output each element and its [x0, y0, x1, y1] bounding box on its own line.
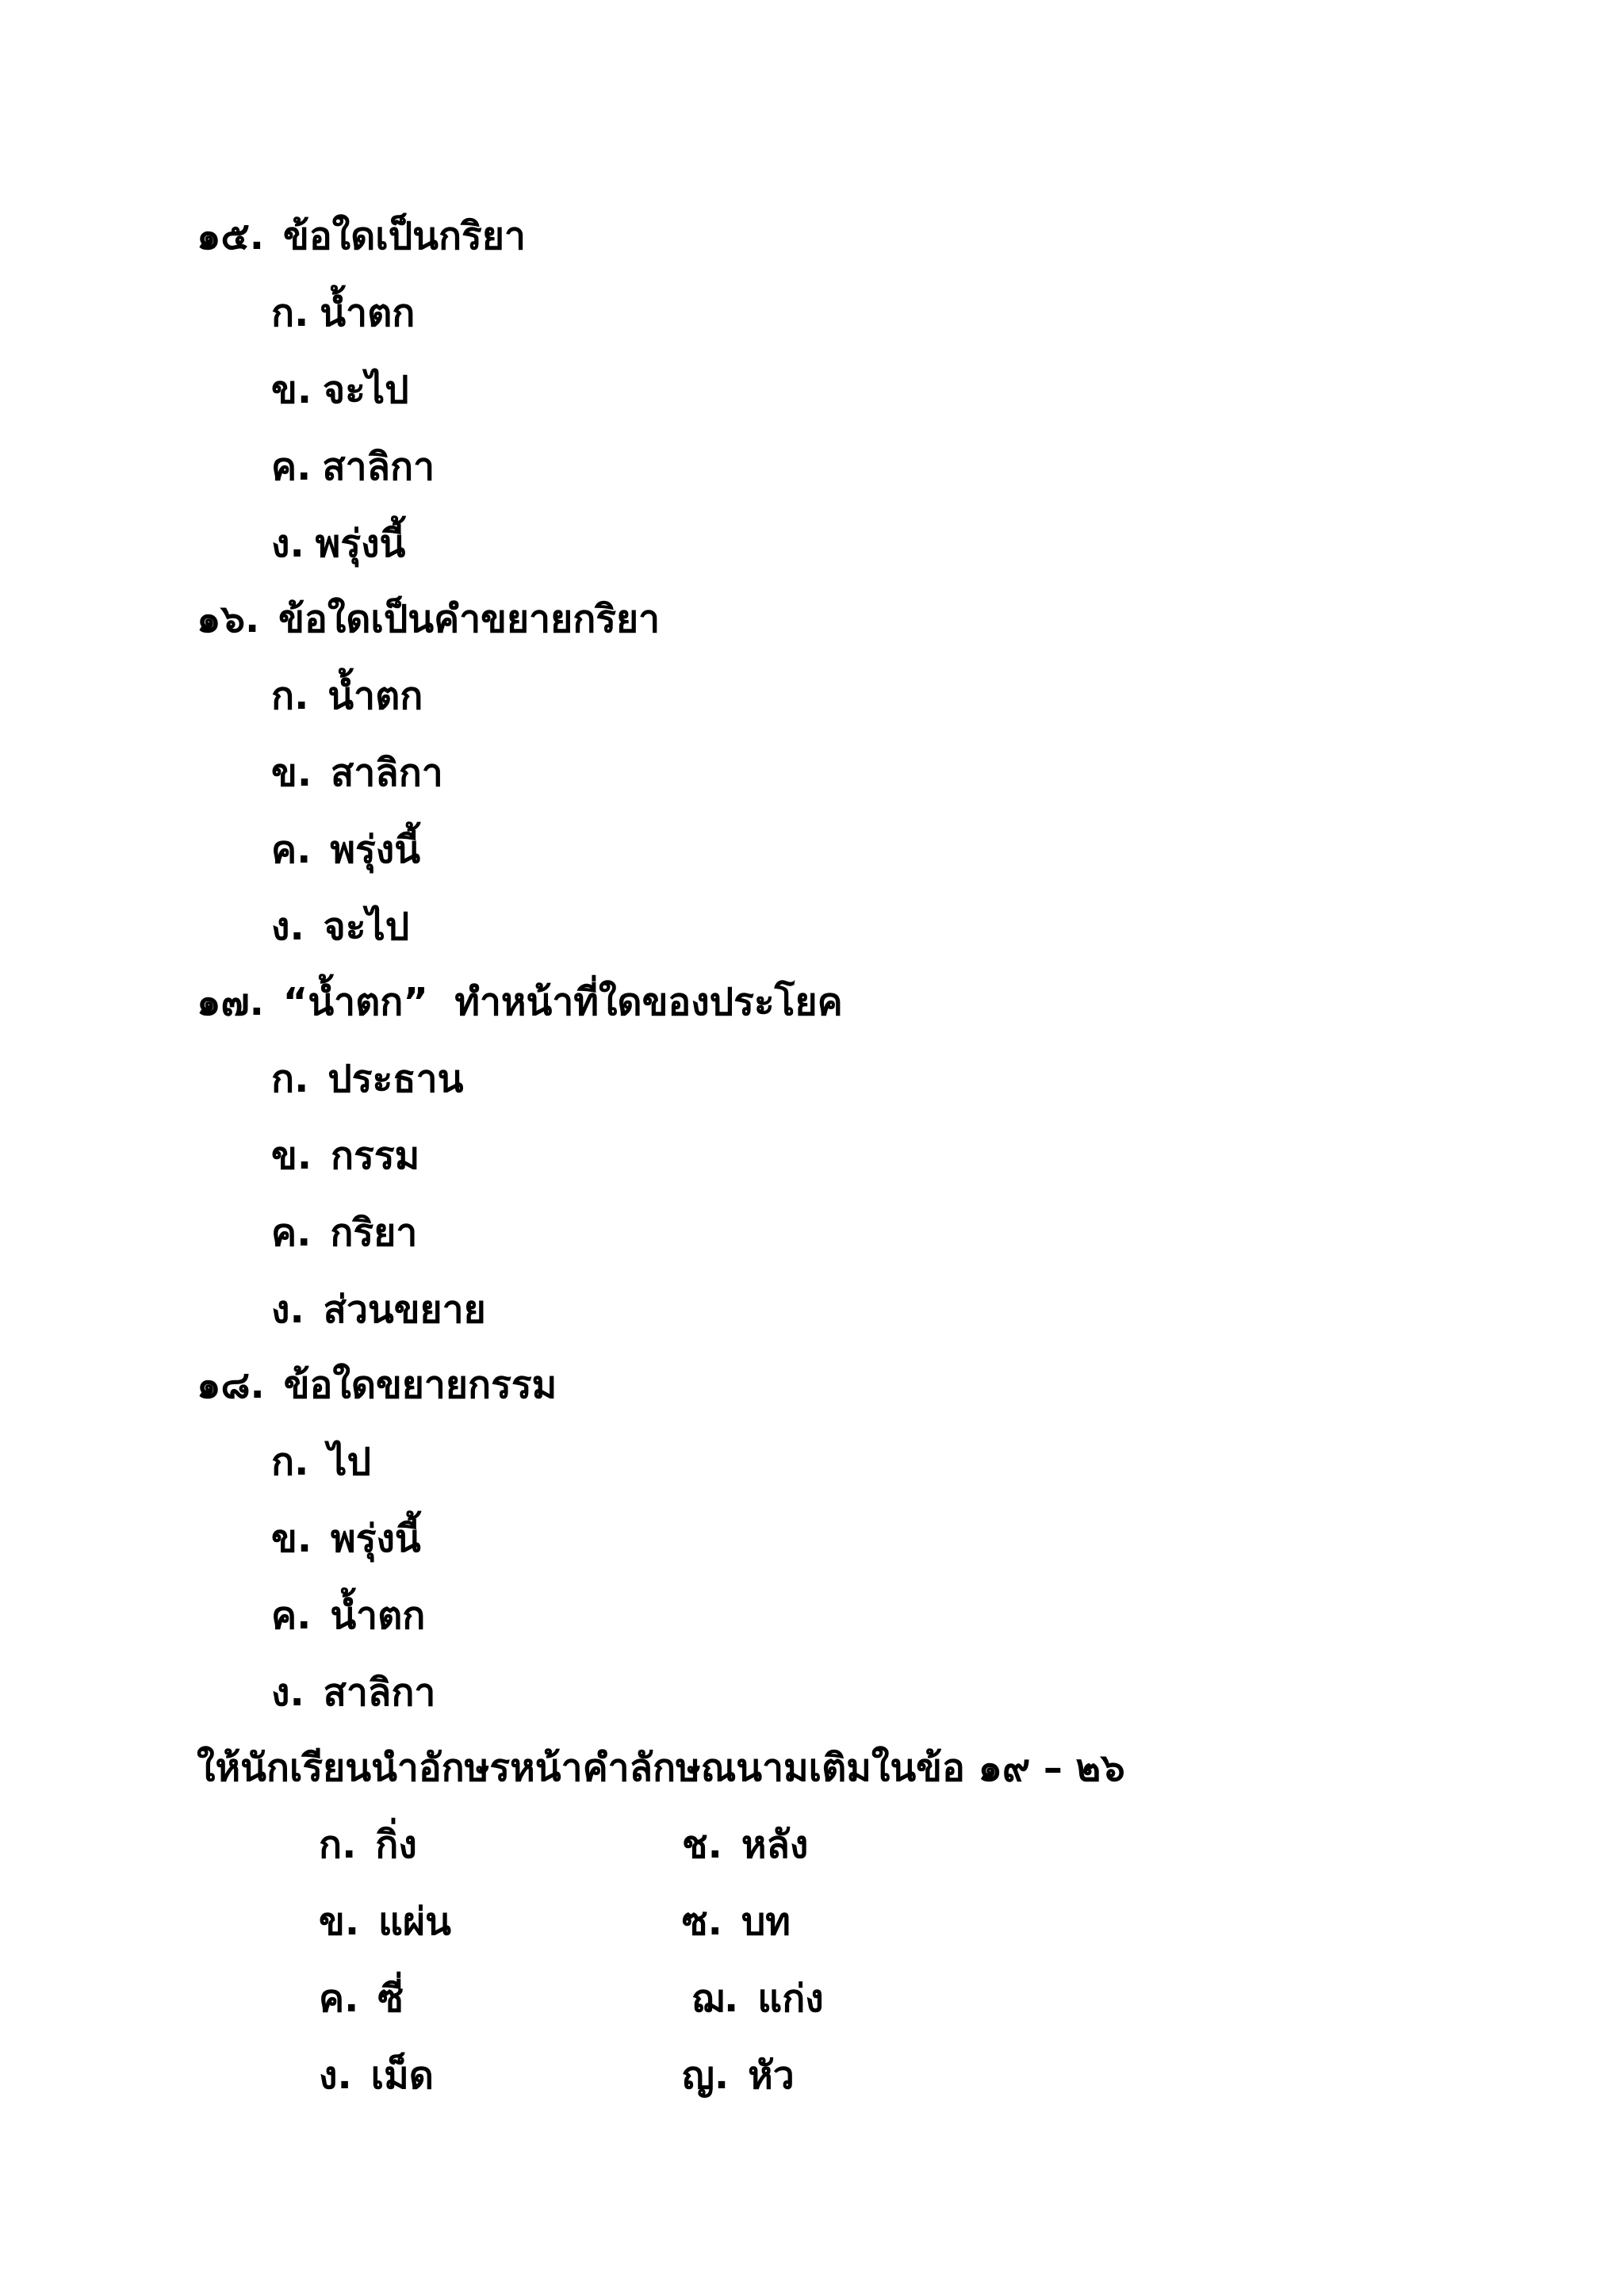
word-bank-item: [682, 2038, 795, 2114]
option-18-a: [271, 1424, 371, 1500]
option-letter: ก.: [271, 674, 309, 718]
question-15: [197, 198, 526, 274]
option-letter: ข.: [271, 751, 312, 795]
option-letter: ก.: [271, 1440, 309, 1484]
question-16: [197, 581, 660, 657]
option-letter: ค.: [271, 1211, 312, 1255]
question-text: ข้อใดเป็นกริยา: [283, 214, 526, 258]
word-bank-item: [691, 1961, 824, 2037]
option-text: จะไป: [323, 368, 409, 412]
option-letter: ก.: [271, 1057, 309, 1101]
question-text: “น้ำตก” ทำหน้าที่ใดของประโยค: [282, 980, 843, 1024]
option-letter: ค.: [271, 445, 312, 489]
option-17-a: [271, 1041, 463, 1117]
word-letter: ฌ.: [691, 1976, 739, 2021]
word-text: แก่ง: [757, 1976, 824, 2021]
option-letter: ข.: [271, 368, 312, 412]
option-15-b: [271, 352, 409, 428]
option-16-c: [271, 812, 420, 888]
word-bank-item: [682, 1884, 791, 1960]
word-text: หลัง: [741, 1823, 809, 1867]
option-text: พรุ่งนี้: [330, 828, 421, 872]
option-16-b: [271, 735, 443, 811]
option-17-b: [271, 1118, 419, 1194]
option-18-d: [271, 1655, 435, 1731]
option-15-a: [271, 275, 415, 351]
option-15-d: [271, 506, 405, 582]
option-letter: ก.: [271, 291, 309, 335]
word-letter: ข.: [319, 1900, 360, 1944]
option-text: กรรม: [331, 1134, 420, 1178]
option-text: จะไป: [323, 905, 410, 949]
option-letter: ข.: [271, 1134, 312, 1178]
option-letter: ค.: [271, 1594, 312, 1638]
question-17: [197, 964, 843, 1040]
option-text: ประธาน: [327, 1057, 464, 1101]
option-17-d: [271, 1272, 486, 1348]
option-text: ไป: [327, 1440, 371, 1484]
word-text: หัว: [748, 2053, 795, 2098]
option-letter: ค.: [271, 828, 312, 872]
word-letter: ช.: [682, 1823, 722, 1867]
option-text: น้ำตก: [327, 674, 423, 718]
question-number: ๑๕.: [197, 214, 265, 258]
word-letter: ก.: [319, 1823, 357, 1867]
word-letter: ค.: [319, 1976, 359, 2021]
word-letter: ญ.: [682, 2053, 730, 2098]
instruction-text: ให้นักเรียนนำอักษรหน้าคำลักษณนามเติมในข้อ ๑๙ – ๒๖: [197, 1746, 1125, 1790]
option-16-a: [271, 658, 423, 734]
word-text: แผ่น: [378, 1900, 451, 1944]
option-text: น้ำตก: [330, 1594, 426, 1638]
word-bank-item: [319, 1884, 451, 1960]
word-bank-item: [319, 1807, 417, 1883]
option-text: สาลิกา: [322, 445, 435, 489]
option-18-c: [271, 1578, 425, 1654]
word-bank-item: [682, 1807, 808, 1883]
question-number: ๑๘.: [197, 1363, 265, 1407]
word-letter: ซ.: [682, 1900, 722, 1944]
option-letter: ข.: [271, 1517, 312, 1561]
option-text: พรุ่งนี้: [315, 522, 406, 566]
option-text: น้ำตก: [320, 291, 416, 335]
option-18-b: [271, 1501, 421, 1577]
question-text: ข้อใดเป็นคำขยายกริยา: [278, 597, 661, 641]
option-text: พรุ่งนี้: [331, 1517, 421, 1561]
option-letter: ง.: [271, 522, 304, 566]
word-letter: ง.: [319, 2053, 352, 2098]
word-bank-item: [319, 2038, 434, 2114]
option-17-c: [271, 1195, 417, 1271]
word-text: ซี่: [377, 1976, 404, 2021]
option-16-d: [271, 889, 409, 965]
word-text: เม็ด: [370, 2053, 434, 2098]
question-18: [197, 1347, 557, 1423]
word-text: บท: [741, 1900, 791, 1944]
question-number: ๑๖.: [197, 597, 260, 641]
word-bank-item: [319, 1961, 404, 2037]
option-text: กริยา: [330, 1211, 418, 1255]
option-15-c: [271, 429, 435, 505]
option-text: สาลิกา: [331, 751, 443, 795]
word-text: กิ่ง: [375, 1823, 417, 1867]
option-letter: ง.: [271, 905, 304, 949]
option-letter: ง.: [271, 1670, 304, 1715]
question-text: ข้อใดขยายกรรม: [283, 1363, 557, 1407]
option-text: ส่วนขยาย: [323, 1288, 486, 1332]
question-number: ๑๗.: [197, 980, 264, 1024]
option-letter: ง.: [271, 1288, 304, 1332]
option-text: สาลิกา: [323, 1670, 436, 1715]
